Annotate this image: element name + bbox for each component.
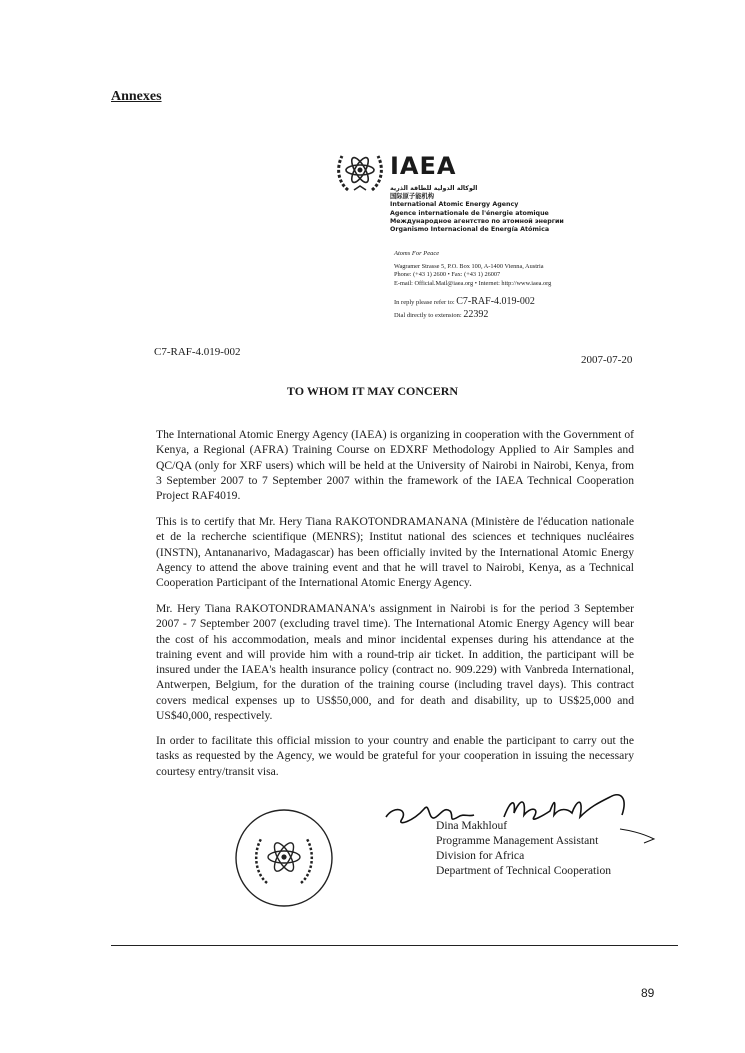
letter-reference: C7-RAF-4.019-002 bbox=[154, 346, 241, 358]
footer-divider bbox=[111, 945, 678, 946]
iaea-emblem-icon bbox=[334, 146, 386, 198]
dial-label: Dial directly to extension: bbox=[394, 312, 462, 319]
agency-name-spanish: Organismo Internacional de Energía Atómica bbox=[390, 226, 550, 234]
paragraph-assignment: Mr. Hery Tiana RAKOTONDRAMANANA's assignment in Nairobi is for the period 3 September 2007 - 7 September 2007 (excluding travel time). The International Atomic Energy Agency will bear the cost of his accommodation, meals and minor incidental expenses during his attendance at the training event and will provide him with a round-trip air ticket. In addition, the participant will be insured under the IAEA's health insurance policy (contract no. 909.229) with Vanbreda International, Antwerpen, Belgium, for the duration of the training course (including travel days). This contract covers medical expenses up to US$50,000, and for death and disability, up to US$25,000 and US$40,000, respectively. bbox=[156, 602, 634, 723]
agency-name-english: International Atomic Energy Agency bbox=[390, 201, 519, 209]
letter-date: 2007-07-20 bbox=[581, 354, 633, 366]
reply-value: C7-RAF-4.019-002 bbox=[456, 296, 535, 307]
official-seal bbox=[233, 807, 335, 909]
paragraph-certification: This is to certify that Mr. Hery Tiana RAKOTONDRAMANANA (Ministère de l'éducation nationale et de la recherche scientifique (MENRS); Institut national des sciences et techniques nucléaires (INSTN), Antananarivo, Madagascar) has been officially invited by the International Atomic Energy Agency to attend the above training event and that he will travel to Nairobi, Kenya, as a Technical Cooperation Participant of the International Atomic Energy Agency. bbox=[156, 515, 634, 590]
paragraph-visa-request: In order to facilitate this official mission to your country and enable the participant to carry out the tasks as requested by the Agency, we would be grateful for your cooperation in issuing the necessary courtesy entry/transit visa. bbox=[156, 734, 634, 778]
agency-name-french: Agence internationale de l'énergie atomique bbox=[390, 209, 549, 217]
signatory-position: Programme Management Assistant bbox=[436, 834, 599, 847]
agency-names bbox=[390, 185, 564, 234]
signatory-division: Division for Africa bbox=[436, 849, 525, 862]
postal-address: Wagramer Strasse 5, P.O. Box 100, A-1400 Vienna, Austria bbox=[394, 263, 544, 270]
dial-extension bbox=[394, 309, 488, 320]
agency-name-arabic: الوكالة الدولية للطاقة الذرية bbox=[390, 185, 478, 192]
agency-name-chinese: 国际原子能机构 bbox=[390, 193, 435, 201]
agency-motto: Atoms For Peace bbox=[394, 250, 440, 257]
email-web: E-mail: Official.Mail@iaea.org • Internet: http://www.iaea.org bbox=[394, 279, 552, 287]
section-heading: Annexes bbox=[111, 89, 162, 104]
signatory-block bbox=[436, 818, 611, 878]
signatory-name: Dina Makhlouf bbox=[436, 819, 508, 832]
reply-reference bbox=[394, 296, 535, 307]
reply-label: In reply please refer to: bbox=[394, 299, 455, 306]
contact-block bbox=[394, 263, 551, 288]
phone-fax: Phone: (+43 1) 2600 • Fax: (+43 1) 26007 bbox=[394, 271, 501, 279]
signatory-department: Department of Technical Cooperation bbox=[436, 864, 612, 877]
page-number: 89 bbox=[641, 986, 655, 1000]
paragraph-training-course: The International Atomic Energy Agency (IAEA) is organizing in cooperation with the Government of Kenya, a Regional (AFRA) Training Course on EDXRF Methodology Applied to Air Samples and QC/QA (only for XRF users) which will be held at the University of Nairobi in Nairobi, Kenya, from 3 September 2007 to 7 September 2007 within the framework of the IAEA Technical Cooperation Project RAF4019. bbox=[156, 428, 634, 503]
agency-name-russian: Международное агентство по атомной энергии bbox=[390, 217, 564, 225]
dial-value: 22392 bbox=[463, 309, 489, 320]
agency-acronym: IAEA bbox=[390, 152, 457, 180]
letter-title: TO WHOM IT MAY CONCERN bbox=[286, 384, 459, 398]
